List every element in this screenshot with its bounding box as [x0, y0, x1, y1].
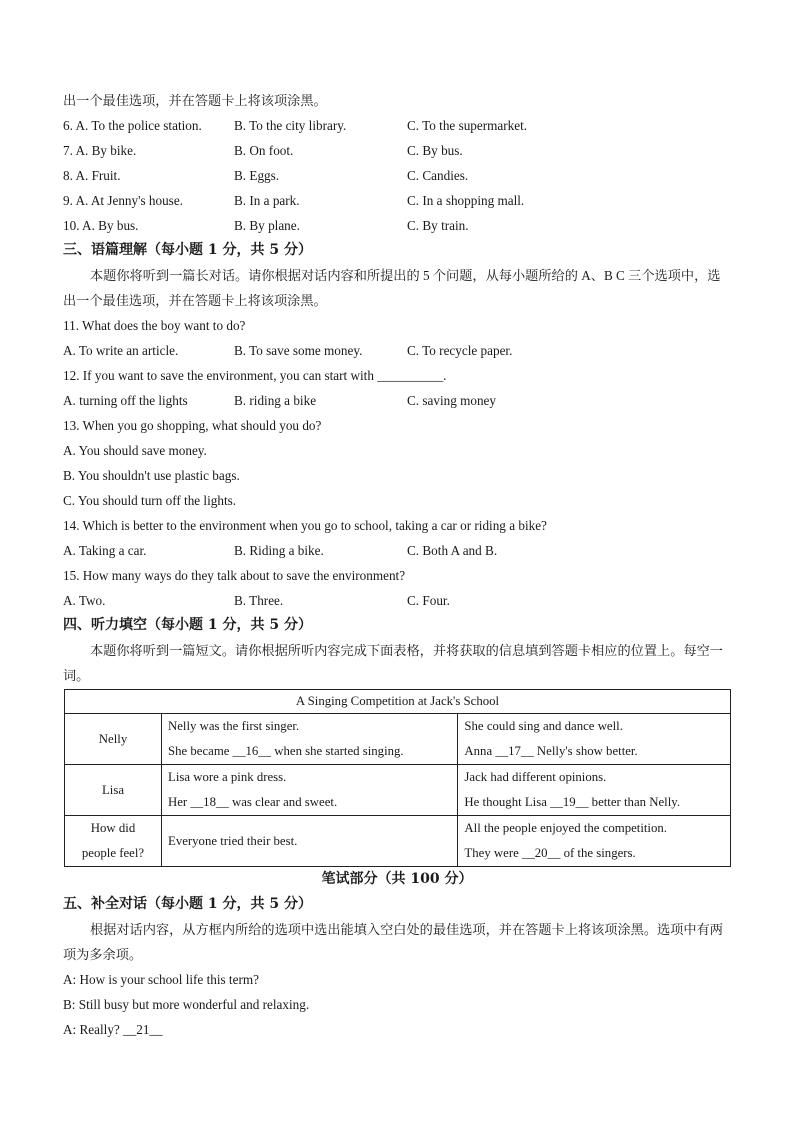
question-row — [63, 213, 731, 238]
question-row — [63, 113, 731, 138]
option-a: A. You should save money. — [63, 443, 207, 458]
question-15-options — [63, 588, 731, 613]
question-12: 12. If you want to save the environment, you can start with __________. — [63, 368, 447, 383]
option-a: 9. A. At Jenny's house. — [63, 193, 183, 208]
dialogue-line: B: Still busy but more wonderful and relaxing. — [63, 997, 310, 1012]
cell-text: All the people enjoyed the competition. — [464, 821, 667, 835]
option-a: A. Two. — [63, 593, 106, 608]
option-a: 8. A. Fruit. — [63, 168, 121, 183]
option-c: C. By train. — [407, 218, 469, 233]
question-14-options — [63, 538, 731, 563]
question-row — [63, 188, 731, 213]
table-cell — [458, 816, 731, 867]
section-heading-4: 四、听力填空（每小题 1 分，共 5 分） — [63, 617, 312, 633]
option-a: A. turning off the lights — [63, 393, 188, 408]
option-b: B. Three. — [234, 593, 284, 608]
question-11-options — [63, 338, 731, 363]
cell-text: She became __16__ when she started singing. — [168, 744, 404, 758]
question-14: 14. Which is better to the environment when you go to school, taking a car or riding a bike? — [63, 518, 547, 533]
option-b: B. riding a bike — [234, 393, 317, 408]
option-b: B. To the city library. — [234, 118, 347, 133]
option-b: B. You shouldn't use plastic bags. — [63, 468, 240, 483]
option-c: C. To recycle paper. — [407, 343, 513, 358]
question-15: 15. How many ways do they talk about to save the environment? — [63, 568, 406, 583]
cell-text: How did — [90, 821, 136, 835]
table-title: A Singing Competition at Jack's School — [65, 690, 731, 714]
question-13: 13. When you go shopping, what should you do? — [63, 418, 322, 433]
option-b: B. On foot. — [234, 143, 294, 158]
intro-line: 出一个最佳选项，并在答题卡上将该项涂黑。 — [63, 93, 327, 108]
section-heading-3: 三、语篇理解（每小题 1 分，共 5 分） — [63, 242, 312, 258]
question-row — [63, 163, 731, 188]
table-cell — [162, 816, 458, 867]
option-b: B. By plane. — [234, 218, 300, 233]
section-instruction-4: 本题你将听到一篇短文。请你根据所听内容完成下面表格，并将获取的信息填到答题卡相应的位置上。每空一词。 — [63, 643, 723, 683]
table-row — [65, 816, 731, 867]
option-a: A. Taking a car. — [63, 543, 147, 558]
written-part-heading: 笔试部分（共 100 分） — [321, 871, 473, 887]
option-b: B. In a park. — [234, 193, 300, 208]
option-b: B. To save some money. — [234, 343, 363, 358]
exam-page — [63, 88, 731, 1042]
table-row — [65, 765, 731, 816]
question-12-options — [63, 388, 731, 413]
cell-text: people feel? — [81, 846, 145, 860]
option-b: B. Riding a bike. — [234, 543, 324, 558]
row-label: Nelly — [65, 714, 162, 765]
option-c: C. In a shopping mall. — [407, 193, 525, 208]
option-c: C. Four. — [407, 593, 450, 608]
table-cell — [162, 765, 458, 816]
option-a: 6. A. To the police station. — [63, 118, 202, 133]
dialogue-line: A: How is your school life this term? — [63, 972, 259, 987]
option-a: 10. A. By bus. — [63, 218, 139, 233]
cell-text: He thought Lisa __19__ better than Nelly. — [464, 795, 681, 809]
dialogue-line: A: Really? __21__ — [63, 1022, 163, 1037]
table-cell — [162, 714, 458, 765]
cell-text: Nelly was the first singer. — [168, 719, 300, 733]
table-cell — [458, 765, 731, 816]
cell-text: Jack had different opinions. — [464, 770, 607, 784]
section-instruction-5: 根据对话内容，从方框内所给的选项中选出能填入空白处的最佳选项，并在答题卡上将该项涂黑。选项中有两项为多余项。 — [63, 922, 723, 962]
questions-6-10 — [63, 113, 731, 238]
cell-text: Anna __17__ Nelly's show better. — [464, 744, 638, 758]
cell-text: Her __18__ was clear and sweet. — [168, 795, 338, 809]
option-c: C. Both A and B. — [407, 543, 498, 558]
cell-text: Everyone tried their best. — [168, 833, 298, 848]
option-c: C. By bus. — [407, 143, 463, 158]
cell-text: Lisa wore a pink dress. — [168, 770, 287, 784]
section-heading-5: 五、补全对话（每小题 1 分，共 5 分） — [63, 896, 312, 912]
cell-text: She could sing and dance well. — [464, 719, 623, 733]
listening-table — [64, 689, 731, 867]
row-label — [65, 816, 162, 867]
option-b: B. Eggs. — [234, 168, 280, 183]
cell-text: They were __20__ of the singers. — [464, 846, 636, 860]
section-instruction-3: 本题你将听到一篇长对话。请你根据对话内容和所提出的 5 个问题，从每小题所给的 A、B C 三个选项中，选出一个最佳选项，并在答题卡上将该项涂黑。 — [63, 268, 721, 308]
option-c: C. saving money — [407, 393, 497, 408]
option-c: C. Candies. — [407, 168, 469, 183]
option-c: C. You should turn off the lights. — [63, 493, 237, 508]
table-cell — [458, 714, 731, 765]
option-c: C. To the supermarket. — [407, 118, 528, 133]
row-label: Lisa — [65, 765, 162, 816]
question-11: 11. What does the boy want to do? — [63, 318, 246, 333]
table-row — [65, 714, 731, 765]
option-a: 7. A. By bike. — [63, 143, 137, 158]
option-a: A. To write an article. — [63, 343, 179, 358]
question-row — [63, 138, 731, 163]
